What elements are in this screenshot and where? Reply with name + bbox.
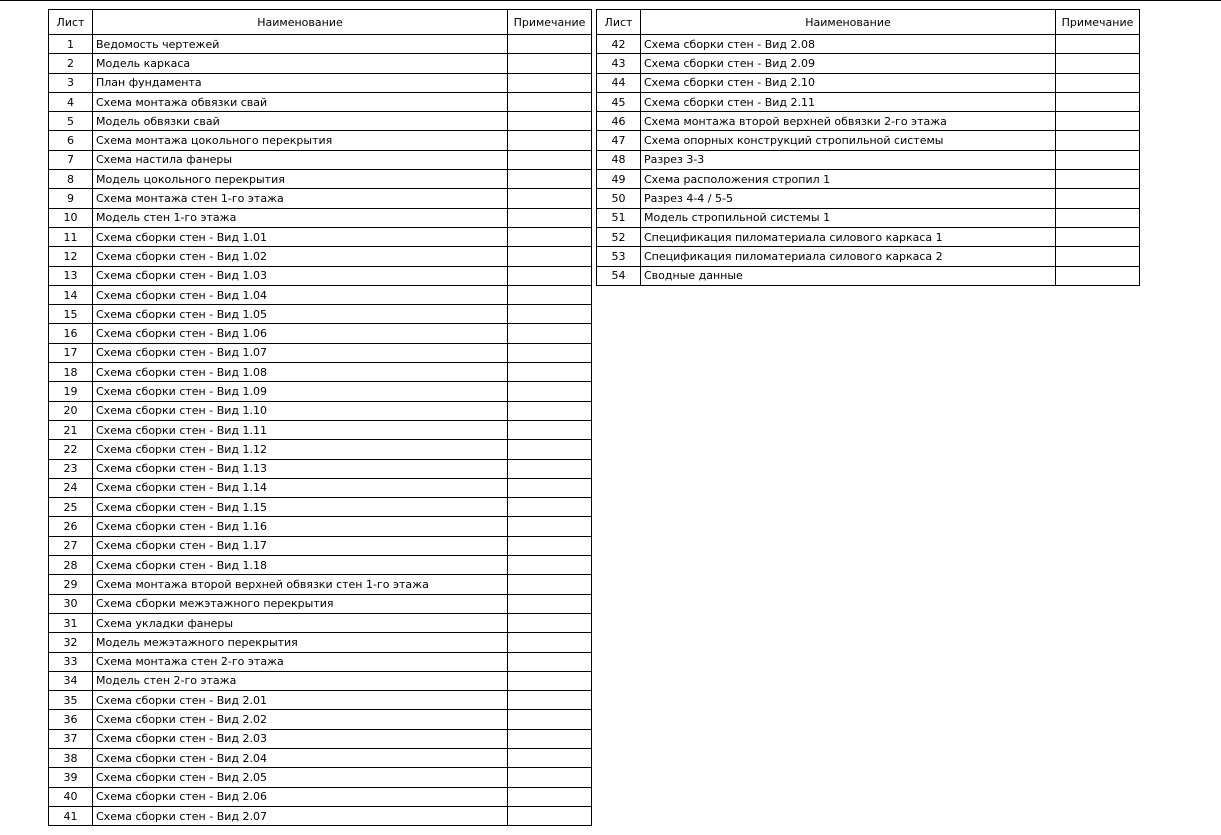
sheet-name-cell: Спецификация пиломатериала силового каркаса 2 xyxy=(641,247,1056,266)
sheet-name-cell: Схема сборки стен - Вид 2.06 xyxy=(93,787,508,806)
sheet-note-cell xyxy=(508,691,592,710)
sheet-name-cell: Схема сборки стен - Вид 1.10 xyxy=(93,401,508,420)
table-row xyxy=(49,768,592,787)
table-row xyxy=(49,208,592,227)
sheet-number-cell: 54 xyxy=(597,266,641,285)
sheet-name-cell: Схема сборки стен - Вид 1.05 xyxy=(93,305,508,324)
table-row xyxy=(597,73,1140,92)
table-row xyxy=(49,247,592,266)
sheet-note-cell xyxy=(508,131,592,150)
sheet-name-cell: План фундамента xyxy=(93,73,508,92)
sheet-note-cell xyxy=(508,633,592,652)
sheet-number-cell: 14 xyxy=(49,285,93,304)
table-row xyxy=(49,305,592,324)
sheet-list-table-left xyxy=(48,9,592,826)
sheet-name-cell: Схема сборки стен - Вид 2.01 xyxy=(93,691,508,710)
sheet-number-cell: 28 xyxy=(49,556,93,575)
sheet-note-cell xyxy=(508,594,592,613)
table-row xyxy=(49,748,592,767)
sheet-name-cell: Разрез 4-4 / 5-5 xyxy=(641,189,1056,208)
sheet-name-cell: Разрез 3-3 xyxy=(641,150,1056,169)
sheet-note-cell xyxy=(1056,247,1140,266)
sheet-number-cell: 24 xyxy=(49,478,93,497)
table-row xyxy=(597,170,1140,189)
table-row xyxy=(49,343,592,362)
sheet-name-cell: Модель стен 1-го этажа xyxy=(93,208,508,227)
table-row xyxy=(49,189,592,208)
table-row xyxy=(49,73,592,92)
sheet-number-cell: 50 xyxy=(597,189,641,208)
sheet-name-cell: Схема сборки стен - Вид 1.06 xyxy=(93,324,508,343)
table-row xyxy=(49,498,592,517)
sheet-note-cell xyxy=(1056,208,1140,227)
header-name: Наименование xyxy=(641,10,1056,35)
table-row xyxy=(597,208,1140,227)
sheet-note-cell xyxy=(1056,73,1140,92)
header-sheet: Лист xyxy=(597,10,641,35)
sheet-number-cell: 12 xyxy=(49,247,93,266)
sheet-number-cell: 25 xyxy=(49,498,93,517)
sheet-name-cell: Схема сборки стен - Вид 1.08 xyxy=(93,363,508,382)
sheet-note-cell xyxy=(508,440,592,459)
sheet-number-cell: 44 xyxy=(597,73,641,92)
sheet-name-cell: Схема монтажа второй верхней обвязки стен 1-го этажа xyxy=(93,575,508,594)
sheet-name-cell: Схема монтажа стен 2-го этажа xyxy=(93,652,508,671)
table-row xyxy=(49,35,592,54)
sheet-name-cell: Схема сборки стен - Вид 1.01 xyxy=(93,227,508,246)
sheet-note-cell xyxy=(1056,189,1140,208)
sheet-number-cell: 47 xyxy=(597,131,641,150)
table-row xyxy=(597,189,1140,208)
sheet-name-cell: Схема сборки стен - Вид 1.18 xyxy=(93,556,508,575)
sheet-number-cell: 40 xyxy=(49,787,93,806)
sheet-number-cell: 16 xyxy=(49,324,93,343)
table-row xyxy=(49,131,592,150)
sheet-number-cell: 1 xyxy=(49,35,93,54)
sheet-note-cell xyxy=(508,459,592,478)
table-row xyxy=(49,420,592,439)
sheet-number-cell: 46 xyxy=(597,112,641,131)
sheet-name-cell: Схема монтажа обвязки свай xyxy=(93,92,508,111)
sheet-name-cell: Ведомость чертежей xyxy=(93,35,508,54)
sheet-note-cell xyxy=(508,652,592,671)
table-body-left xyxy=(49,35,592,826)
sheet-number-cell: 3 xyxy=(49,73,93,92)
sheet-note-cell xyxy=(1056,266,1140,285)
sheet-note-cell xyxy=(508,787,592,806)
sheet-name-cell: Схема расположения стропил 1 xyxy=(641,170,1056,189)
sheet-name-cell: Схема сборки межэтажного перекрытия xyxy=(93,594,508,613)
table-row xyxy=(49,575,592,594)
sheet-number-cell: 8 xyxy=(49,170,93,189)
table-row xyxy=(49,633,592,652)
table-row xyxy=(49,691,592,710)
sheet-number-cell: 5 xyxy=(49,112,93,131)
sheet-note-cell xyxy=(508,150,592,169)
sheet-note-cell xyxy=(508,575,592,594)
table-row xyxy=(49,652,592,671)
table-row xyxy=(597,247,1140,266)
table-row xyxy=(49,92,592,111)
sheet-name-cell: Схема сборки стен - Вид 2.03 xyxy=(93,729,508,748)
table-row xyxy=(49,613,592,632)
sheet-name-cell: Схема сборки стен - Вид 2.10 xyxy=(641,73,1056,92)
sheet-note-cell xyxy=(508,92,592,111)
sheet-name-cell: Схема сборки стен - Вид 1.07 xyxy=(93,343,508,362)
sheet-note-cell xyxy=(508,478,592,497)
sheet-number-cell: 29 xyxy=(49,575,93,594)
sheet-note-cell xyxy=(508,401,592,420)
sheet-note-cell xyxy=(508,613,592,632)
sheet-list-table-right xyxy=(596,9,1140,286)
sheet-number-cell: 26 xyxy=(49,517,93,536)
sheet-name-cell: Схема сборки стен - Вид 1.11 xyxy=(93,420,508,439)
sheet-note-cell xyxy=(508,382,592,401)
sheet-number-cell: 34 xyxy=(49,671,93,690)
sheet-note-cell xyxy=(508,729,592,748)
sheet-number-cell: 2 xyxy=(49,54,93,73)
sheet-number-cell: 27 xyxy=(49,536,93,555)
sheet-number-cell: 10 xyxy=(49,208,93,227)
sheet-name-cell: Схема сборки стен - Вид 2.07 xyxy=(93,806,508,825)
sheet-name-cell: Модель каркаса xyxy=(93,54,508,73)
table-row xyxy=(597,92,1140,111)
sheet-name-cell: Схема сборки стен - Вид 1.03 xyxy=(93,266,508,285)
sheet-note-cell xyxy=(508,266,592,285)
sheet-number-cell: 39 xyxy=(49,768,93,787)
sheet-number-cell: 20 xyxy=(49,401,93,420)
table-row xyxy=(49,54,592,73)
sheet-number-cell: 18 xyxy=(49,363,93,382)
sheet-note-cell xyxy=(1056,92,1140,111)
sheet-name-cell: Схема сборки стен - Вид 2.05 xyxy=(93,768,508,787)
sheet-note-cell xyxy=(1056,150,1140,169)
table-header-row xyxy=(597,10,1140,35)
sheet-number-cell: 7 xyxy=(49,150,93,169)
sheet-number-cell: 21 xyxy=(49,420,93,439)
sheet-number-cell: 38 xyxy=(49,748,93,767)
sheet-name-cell: Схема сборки стен - Вид 1.04 xyxy=(93,285,508,304)
sheet-name-cell: Схема сборки стен - Вид 2.08 xyxy=(641,35,1056,54)
sheet-name-cell: Модель цокольного перекрытия xyxy=(93,170,508,189)
table-row xyxy=(49,806,592,825)
sheet-name-cell: Схема сборки стен - Вид 2.09 xyxy=(641,54,1056,73)
sheet-name-cell: Схема сборки стен - Вид 1.16 xyxy=(93,517,508,536)
table-row xyxy=(49,517,592,536)
sheet-note-cell xyxy=(508,768,592,787)
sheet-number-cell: 13 xyxy=(49,266,93,285)
sheet-note-cell xyxy=(508,556,592,575)
sheet-name-cell: Модель стропильной системы 1 xyxy=(641,208,1056,227)
sheet-number-cell: 32 xyxy=(49,633,93,652)
sheet-note-cell xyxy=(508,343,592,362)
table-row xyxy=(49,363,592,382)
sheet-note-cell xyxy=(508,536,592,555)
sheet-number-cell: 23 xyxy=(49,459,93,478)
sheet-number-cell: 49 xyxy=(597,170,641,189)
sheet-number-cell: 41 xyxy=(49,806,93,825)
sheet-note-cell xyxy=(508,227,592,246)
sheet-number-cell: 19 xyxy=(49,382,93,401)
table-row xyxy=(597,131,1140,150)
header-name: Наименование xyxy=(93,10,508,35)
table-row xyxy=(49,459,592,478)
sheet-name-cell: Схема сборки стен - Вид 1.12 xyxy=(93,440,508,459)
table-row xyxy=(49,478,592,497)
table-body-right xyxy=(597,35,1140,286)
table-header-row xyxy=(49,10,592,35)
sheet-note-cell xyxy=(508,247,592,266)
table-row xyxy=(49,440,592,459)
sheet-name-cell: Схема настила фанеры xyxy=(93,150,508,169)
table-row xyxy=(49,729,592,748)
sheet-name-cell: Модель межэтажного перекрытия xyxy=(93,633,508,652)
sheet-number-cell: 17 xyxy=(49,343,93,362)
table-row xyxy=(49,150,592,169)
sheet-note-cell xyxy=(1056,170,1140,189)
sheet-number-cell: 43 xyxy=(597,54,641,73)
table-row xyxy=(597,150,1140,169)
sheet-name-cell: Схема сборки стен - Вид 1.02 xyxy=(93,247,508,266)
header-note: Примечание xyxy=(508,10,592,35)
table-row xyxy=(597,54,1140,73)
table-row xyxy=(49,710,592,729)
sheet-note-cell xyxy=(1056,131,1140,150)
sheet-name-cell: Модель стен 2-го этажа xyxy=(93,671,508,690)
sheet-note-cell xyxy=(508,363,592,382)
sheet-name-cell: Схема сборки стен - Вид 2.02 xyxy=(93,710,508,729)
sheet-note-cell xyxy=(508,671,592,690)
sheet-number-cell: 30 xyxy=(49,594,93,613)
table-row xyxy=(49,285,592,304)
sheet-note-cell xyxy=(508,517,592,536)
table-row xyxy=(49,170,592,189)
header-note: Примечание xyxy=(1056,10,1140,35)
sheet-name-cell: Схема сборки стен - Вид 2.11 xyxy=(641,92,1056,111)
sheet-name-cell: Схема сборки стен - Вид 1.17 xyxy=(93,536,508,555)
sheet-name-cell: Схема опорных конструкций стропильной системы xyxy=(641,131,1056,150)
sheet-note-cell xyxy=(508,285,592,304)
sheet-note-cell xyxy=(508,420,592,439)
sheet-note-cell xyxy=(508,54,592,73)
sheet-number-cell: 51 xyxy=(597,208,641,227)
sheet-note-cell xyxy=(1056,227,1140,246)
top-border-line xyxy=(0,0,1221,1)
table-row xyxy=(49,671,592,690)
sheet-number-cell: 15 xyxy=(49,305,93,324)
sheet-note-cell xyxy=(508,170,592,189)
table-row xyxy=(49,594,592,613)
sheet-name-cell: Схема сборки стен - Вид 1.15 xyxy=(93,498,508,517)
sheet-number-cell: 36 xyxy=(49,710,93,729)
sheet-number-cell: 37 xyxy=(49,729,93,748)
sheet-number-cell: 6 xyxy=(49,131,93,150)
table-row xyxy=(49,227,592,246)
sheet-name-cell: Схема сборки стен - Вид 1.09 xyxy=(93,382,508,401)
sheet-name-cell: Схема сборки стен - Вид 2.04 xyxy=(93,748,508,767)
table-row xyxy=(49,324,592,343)
sheet-name-cell: Схема монтажа цокольного перекрытия xyxy=(93,131,508,150)
sheet-name-cell: Схема сборки стен - Вид 1.13 xyxy=(93,459,508,478)
sheet-note-cell xyxy=(508,112,592,131)
sheet-number-cell: 4 xyxy=(49,92,93,111)
table-row xyxy=(597,35,1140,54)
sheet-note-cell xyxy=(508,305,592,324)
sheet-number-cell: 45 xyxy=(597,92,641,111)
sheet-name-cell: Схема сборки стен - Вид 1.14 xyxy=(93,478,508,497)
table-row xyxy=(597,227,1140,246)
sheet-note-cell xyxy=(508,73,592,92)
sheet-note-cell xyxy=(508,35,592,54)
sheet-name-cell: Спецификация пиломатериала силового каркаса 1 xyxy=(641,227,1056,246)
sheet-note-cell xyxy=(508,189,592,208)
sheet-note-cell xyxy=(508,498,592,517)
sheet-note-cell xyxy=(508,208,592,227)
table-row xyxy=(49,556,592,575)
sheet-number-cell: 9 xyxy=(49,189,93,208)
header-sheet: Лист xyxy=(49,10,93,35)
sheet-number-cell: 52 xyxy=(597,227,641,246)
sheet-number-cell: 11 xyxy=(49,227,93,246)
sheet-name-cell: Схема монтажа стен 1-го этажа xyxy=(93,189,508,208)
sheet-note-cell xyxy=(508,748,592,767)
sheet-number-cell: 53 xyxy=(597,247,641,266)
sheet-name-cell: Сводные данные xyxy=(641,266,1056,285)
table-row xyxy=(597,266,1140,285)
table-row xyxy=(49,401,592,420)
sheet-note-cell xyxy=(1056,112,1140,131)
table-row xyxy=(49,787,592,806)
table-row xyxy=(597,112,1140,131)
sheet-note-cell xyxy=(508,710,592,729)
sheet-note-cell xyxy=(1056,35,1140,54)
sheet-number-cell: 42 xyxy=(597,35,641,54)
sheet-number-cell: 31 xyxy=(49,613,93,632)
table-row xyxy=(49,266,592,285)
sheet-name-cell: Модель обвязки свай xyxy=(93,112,508,131)
table-row xyxy=(49,536,592,555)
sheet-number-cell: 35 xyxy=(49,691,93,710)
sheet-number-cell: 48 xyxy=(597,150,641,169)
sheet-note-cell xyxy=(508,324,592,343)
sheet-note-cell xyxy=(1056,54,1140,73)
sheet-number-cell: 22 xyxy=(49,440,93,459)
sheet-note-cell xyxy=(508,806,592,825)
table-row xyxy=(49,382,592,401)
table-row xyxy=(49,112,592,131)
sheet-number-cell: 33 xyxy=(49,652,93,671)
sheet-name-cell: Схема монтажа второй верхней обвязки 2-го этажа xyxy=(641,112,1056,131)
sheet-name-cell: Схема укладки фанеры xyxy=(93,613,508,632)
